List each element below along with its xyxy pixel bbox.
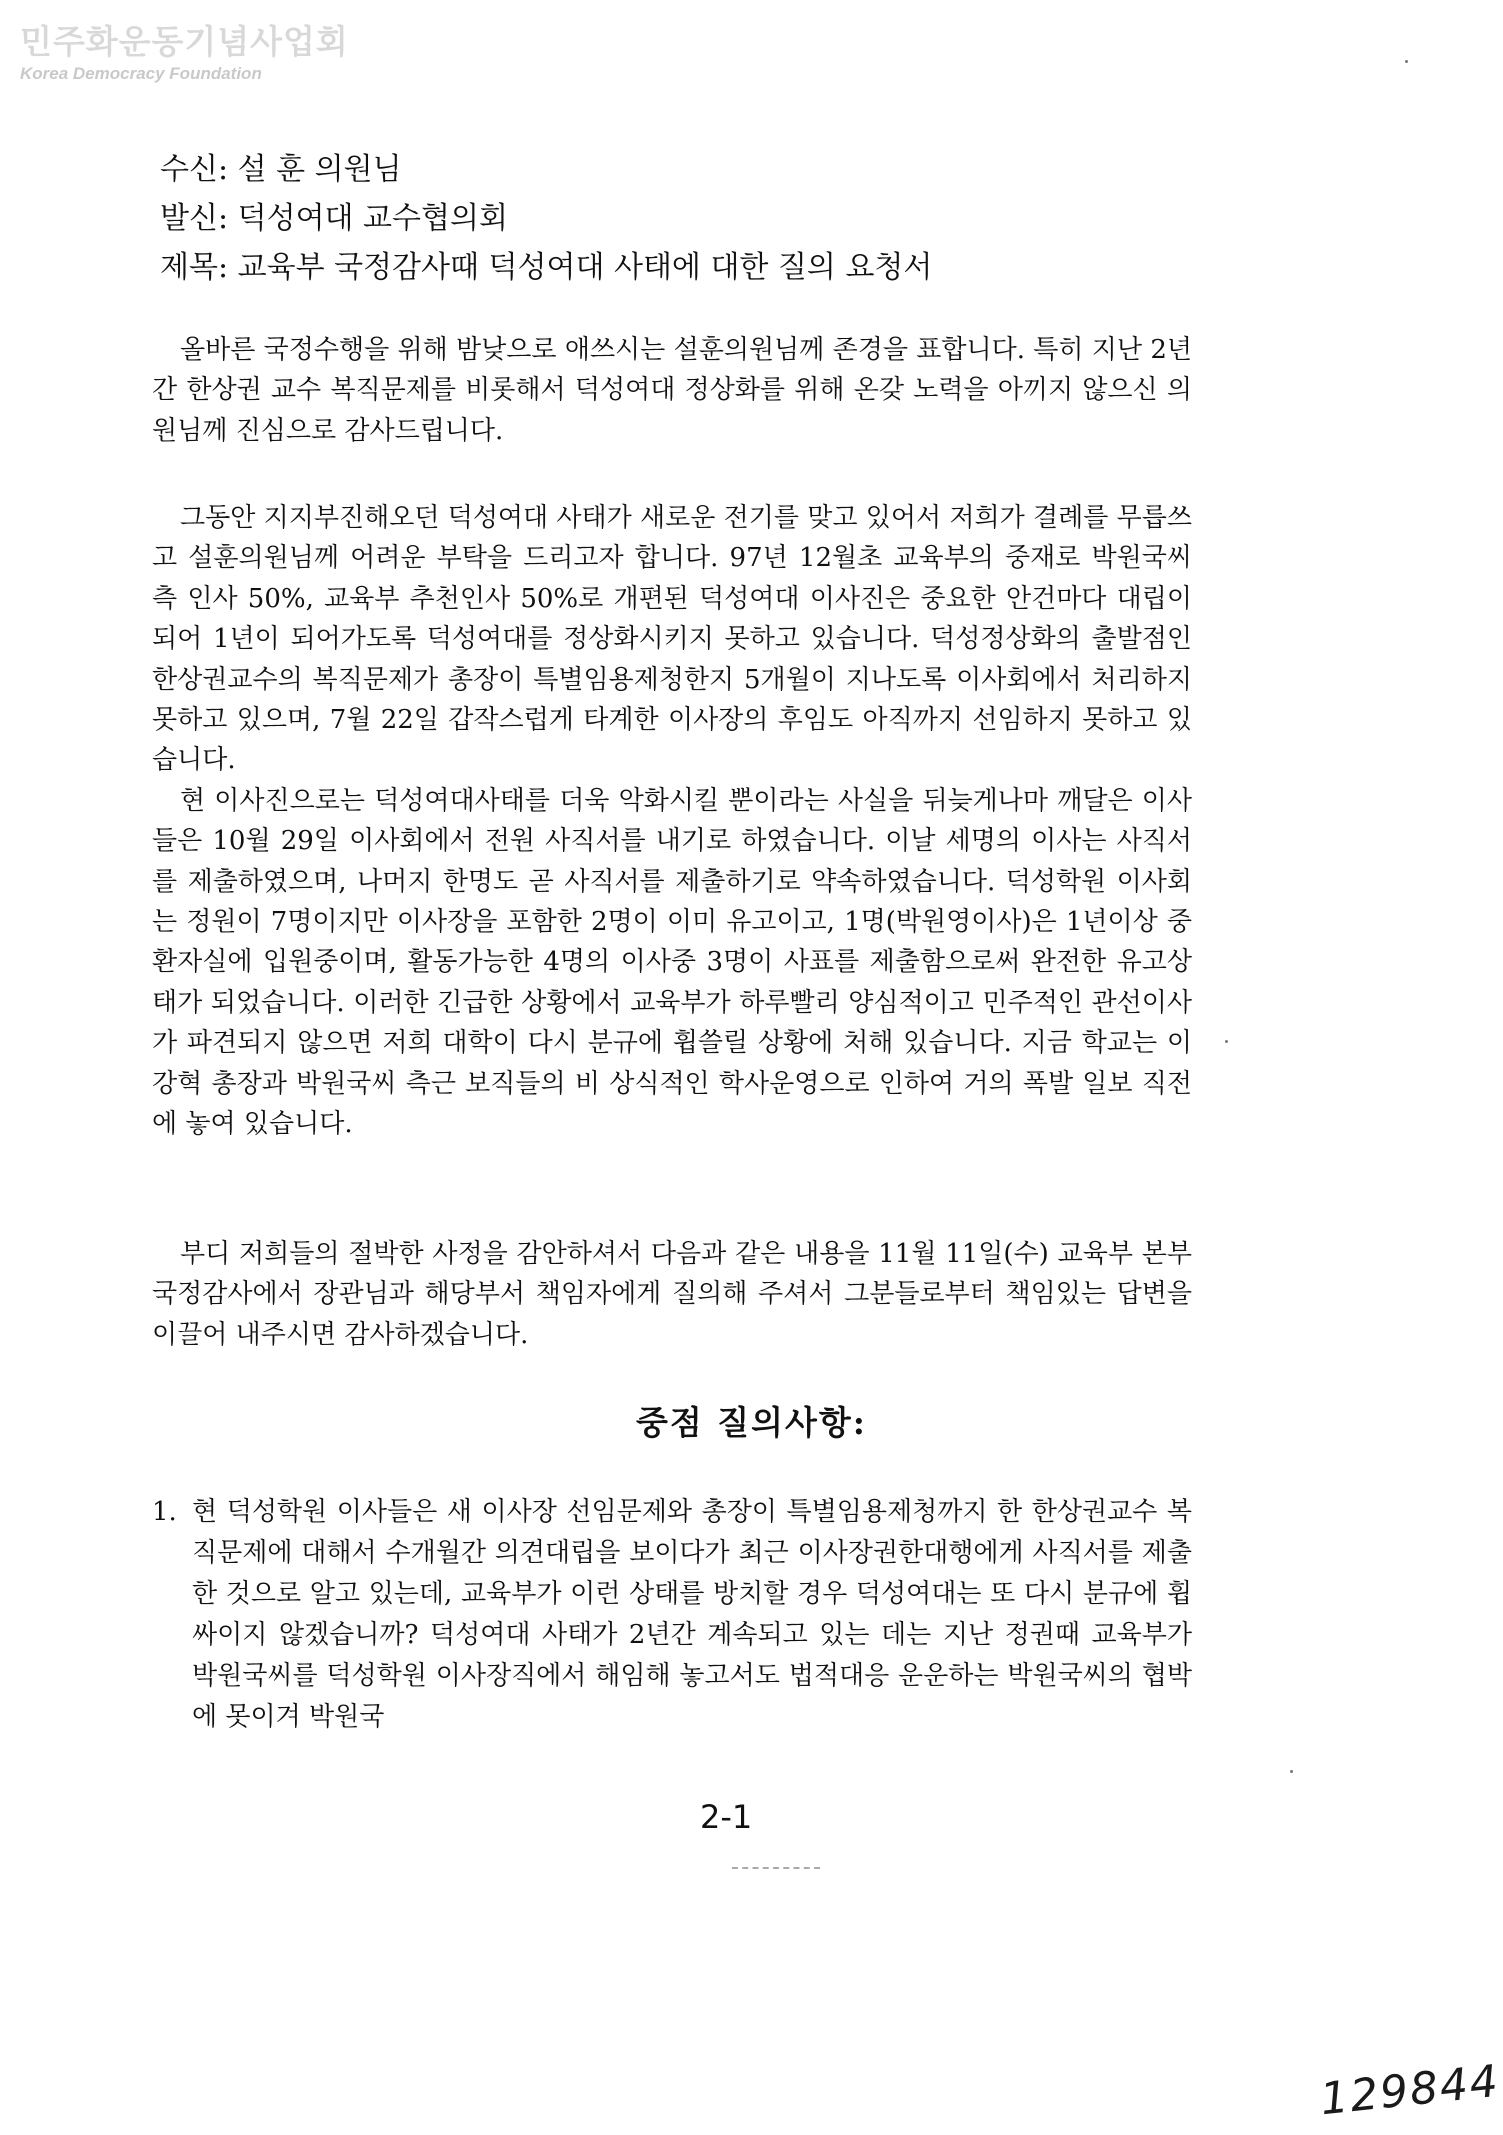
greeting-paragraph — [152, 330, 1192, 451]
paragraph-text: 올바른 국정수행을 위해 밤낮으로 애쓰시는 설훈의원님께 존경을 표합니다. 특히 지난 2년간 한상권 교수 복직문제를 비롯해서 덕성여대 정상화를 위해 온갖 노력을 아끼지 않으신 의원님께 진심으로 감사드립니다. — [152, 335, 1192, 446]
scan-speck — [1225, 1040, 1228, 1043]
watermark-korean: 민주화운동기념사업회 — [20, 22, 349, 61]
scan-speck — [1290, 1770, 1293, 1773]
situation-paragraphs — [152, 498, 1192, 1145]
page-number: 2-1 — [700, 1798, 753, 1836]
question-number: 1. — [152, 1497, 177, 1527]
question-item — [152, 1492, 1192, 1738]
sender-line: 발신: 덕성여대 교수협의회 — [160, 201, 508, 236]
subject-line: 제목: 교육부 국정감사때 덕성여대 사태에 대한 질의 요청서 — [160, 250, 933, 285]
handwritten-document-number: 129844 — [1317, 2055, 1503, 2126]
divider — [732, 1867, 820, 1869]
letter-header — [160, 145, 932, 292]
scan-speck — [1405, 60, 1408, 63]
question-text: 현 덕성학원 이사들은 새 이사장 선임문제와 총장이 특별임용제청까지 한 한상권교수 복직문제에 대해서 수개월간 의견대립을 보이다가 최근 이사장권한대행에게 사직서를 제출한 것으로 알고 있는데, 교육부가 이런 상태를 방치할 경우 덕성여대는 또 다시 분규에 휩싸이지 않겠습니까? 덕성여대 사태가 2년간 계속되고 있는 데는 지난 정권때 교육부가 박원국씨를 덕성학원 이사장직에서 해임해 놓고서도 법적대응 운운하는 박원국씨의 협박에 못이겨 박원국 — [192, 1497, 1192, 1732]
paragraph-text: 그동안 지지부진해오던 덕성여대 사태가 새로운 전기를 맞고 있어서 저희가 결례를 무릅쓰고 설훈의원님께 어려운 부탁을 드리고자 합니다. 97년 12월초 교육부의 중재로 박원국씨 측 인사 50%, 교육부 추천인사 50%로 개편된 덕성여대 이사진은 중요한 안건마다 대립이 되어 1년이 되어가도록 덕성여대를 정상화시키지 못하고 있습니다. 덕성정상화의 출발점인 한상권교수의 복직문제가 총장이 특별임용제청한지 5개월이 지나도록 이사회에서 처리하지 못하고 있으며, 7월 22일 갑작스럽게 타계한 이사장의 후임도 아직까지 선임하지 못하고 있습니다. — [152, 503, 1192, 776]
paragraph-text: 부디 저희들의 절박한 사정을 감안하셔서 다음과 같은 내용을 11월 11일(수) 교육부 본부 국정감사에서 장관님과 해당부서 책임자에게 질의해 주셔서 그분들로부터 책임있는 답변을 이끌어 내주시면 감사하겠습니다. — [152, 1239, 1192, 1350]
paragraph-text: 현 이사진으로는 덕성여대사태를 더욱 악화시킬 뿐이라는 사실을 뒤늦게나마 깨달은 이사들은 10월 29일 이사회에서 전원 사직서를 내기로 하였습니다. 이날 세명의 이사는 사직서를 제출하였으며, 나머지 한명도 곧 사직서를 제출하기로 약속하였습니다. 덕성학원 이사회는 정원이 7명이지만 이사장을 포함한 2명이 이미 유고이고, 1명(박원영이사)은 1년이상 중환자실에 입원중이며, 활동가능한 4명의 이사중 3명이 사표를 제출함으로써 완전한 유고상태가 되었습니다. 이러한 긴급한 상황에서 교육부가 하루빨리 양심적이고 민주적인 관선이사가 파견되지 않으면 저희 대학이 다시 분규에 휩쓸릴 상황에 처해 있습니다. 지금 학교는 이강혁 총장과 박원국씨 측근 보직들의 비 상식적인 학사운영으로 인하여 거의 폭발 일보 직전에 놓여 있습니다. — [152, 785, 1192, 1140]
request-paragraph — [152, 1234, 1192, 1355]
recipient-line: 수신: 설 훈 의원님 — [160, 152, 402, 187]
watermark-logo — [20, 16, 349, 86]
section-title: 중점 질의사항: — [636, 1403, 867, 1442]
watermark-english: Korea Democracy Foundation — [20, 64, 262, 83]
